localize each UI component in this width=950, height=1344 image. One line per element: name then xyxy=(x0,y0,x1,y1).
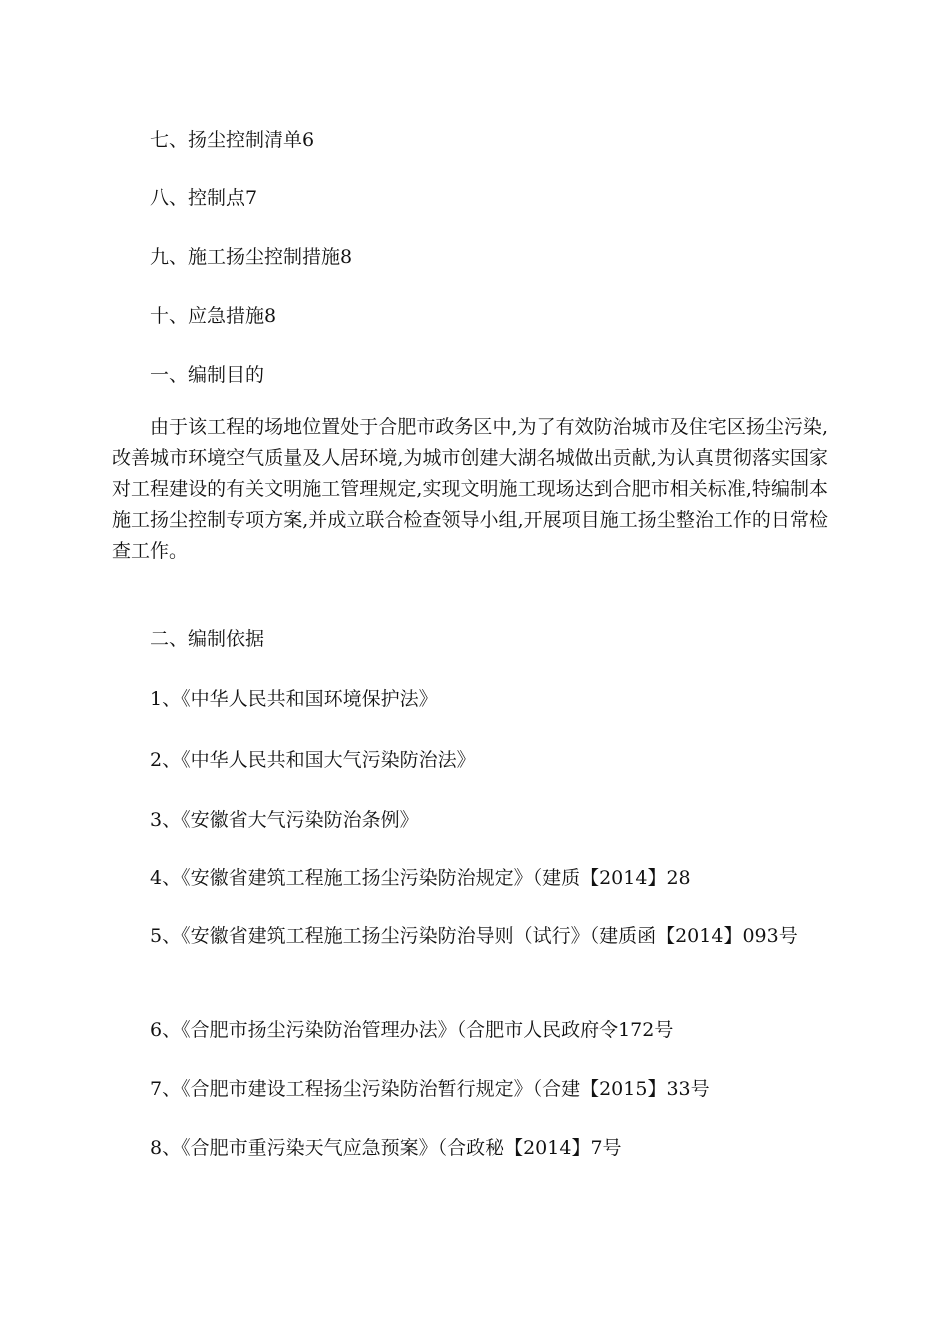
purpose-paragraph: 由于该工程的场地位置处于合肥市政务区中,为了有效防治城市及住宅区扬尘污染,改善城市环境空气质量及人居环境,为城市创建大湖名城做出贡献,为认真贯彻落实国家对工程建设的有关文明施工管理规定,实现文明施工现场达到合肥市相关标准,特编制本施工扬尘控制专项方案,并成立联合检查领导小组,开展项目施工扬尘整治工作的日常检查工作。 xyxy=(112,416,828,562)
basis-item-1: 1、《中华人民共和国环境保护法》 xyxy=(150,688,438,710)
basis-item-4: 4、《安徽省建筑工程施工扬尘污染防治规定》（建质【2014】28 xyxy=(150,867,691,889)
section-heading-basis: 二、编制依据 xyxy=(150,628,265,650)
basis-item-5: 5、《安徽省建筑工程施工扬尘污染防治导则（试行》（建质函【2014】093号 xyxy=(150,925,798,947)
basis-item-8: 8、《合肥市重污染天气应急预案》（合政秘【2014】7号 xyxy=(150,1137,622,1159)
toc-item-10: 十、应急措施8 xyxy=(150,305,277,327)
section-heading-purpose: 一、编制目的 xyxy=(150,364,265,386)
basis-item-7: 7、《合肥市建设工程扬尘污染防治暂行规定》（合建【2015】33号 xyxy=(150,1078,710,1100)
toc-item-7: 七、扬尘控制清单6 xyxy=(150,129,315,151)
basis-item-6: 6、《合肥市扬尘污染防治管理办法》（合肥市人民政府令172号 xyxy=(150,1019,674,1041)
basis-item-3: 3、《安徽省大气污染防治条例》 xyxy=(150,809,419,831)
toc-item-8: 八、控制点7 xyxy=(150,187,258,209)
basis-item-2: 2、《中华人民共和国大气污染防治法》 xyxy=(150,749,476,771)
toc-item-9: 九、施工扬尘控制措施8 xyxy=(150,246,353,268)
